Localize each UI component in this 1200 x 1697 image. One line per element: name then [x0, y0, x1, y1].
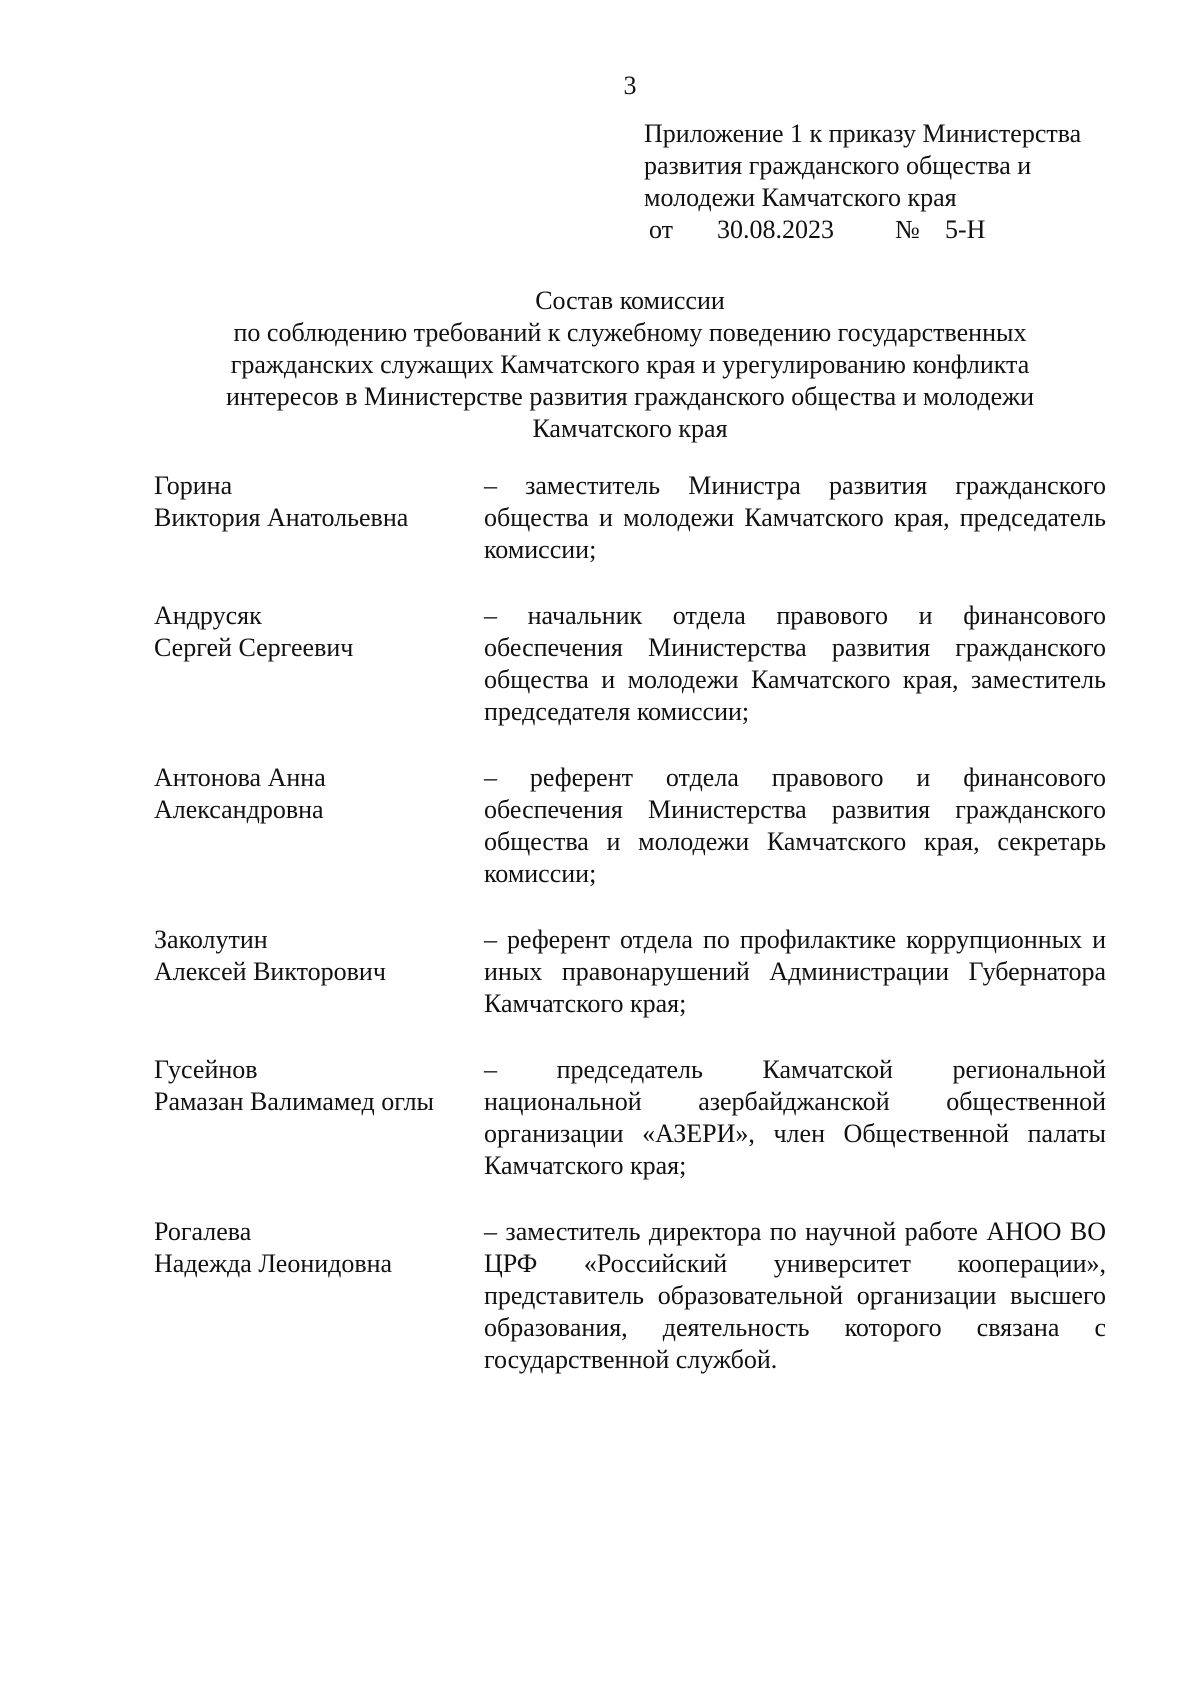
member-surname: Горина [154, 471, 233, 500]
member-entry [154, 1054, 1106, 1182]
title-line-2: по соблюдению требований к служебному поведению государственных [233, 318, 1027, 347]
title-line-4: интересов в Министерстве развития гражданского общества и молодежи [225, 382, 1035, 411]
page-number: 3 [623, 71, 637, 100]
appendix-header [644, 118, 1164, 246]
member-entry [154, 1216, 1106, 1376]
member-given-names: Виктория Анатольевна [154, 503, 409, 532]
appendix-line-3: молодежи Камчатского края [644, 183, 957, 212]
title-line-1: Состав комиссии [535, 286, 725, 315]
member-given-names: Александровна [154, 795, 324, 824]
member-surname: Андрусяк [154, 601, 262, 630]
member-surname: Антонова Анна [154, 763, 326, 792]
member-given-names: Надежда Леонидовна [154, 1249, 393, 1278]
member-name [154, 924, 484, 1020]
member-role: – заместитель Министра развития гражданского общества и молодежи Камчатского края, председатель комиссии; [484, 471, 1106, 564]
order-number-label: № [895, 215, 920, 244]
member-given-names: Алексей Викторович [154, 957, 386, 986]
member-name [154, 470, 484, 566]
member-surname: Заколутин [154, 925, 268, 954]
title-line-3: гражданских служащих Камчатского края и урегулированию конфликта [230, 350, 1030, 379]
order-reference [649, 214, 1164, 246]
order-number: 5-Н [945, 215, 986, 244]
member-surname: Рогалева [154, 1217, 252, 1246]
order-from-label: от [649, 215, 674, 244]
member-role: – референт отдела правового и финансового обеспечения Министерства развития гражданского общества и молодежи Камчатского края, секретарь комиссии; [484, 763, 1106, 888]
member-name [154, 762, 484, 890]
member-given-names: Сергей Сергеевич [154, 633, 354, 662]
members-list [154, 470, 1106, 1410]
appendix-line-2: развития гражданского общества и [644, 151, 1032, 180]
member-name [154, 1216, 484, 1376]
title-line-5: Камчатского края [532, 414, 728, 443]
appendix-line-1: Приложение 1 к приказу Министерства [644, 119, 1082, 148]
document-title [150, 285, 1110, 445]
member-role: – референт отдела по профилактике коррупционных и иных правонарушений Администрации Губернатора Камчатского края; [484, 925, 1106, 1018]
member-surname: Гусейнов [154, 1055, 258, 1084]
member-name [154, 1054, 484, 1182]
member-entry [154, 924, 1106, 1020]
member-role: – заместитель директора по научной работе АНОО ВО ЦРФ «Российский университет кооперации», представитель образовательной организации высшего образования, деятельность которого связана с государственной службой. [484, 1217, 1106, 1374]
member-role: – начальник отдела правового и финансового обеспечения Министерства развития гражданского общества и молодежи Камчатского края, заместитель председателя комиссии; [484, 601, 1106, 726]
order-date: 30.08.2023 [717, 215, 834, 244]
member-entry [154, 470, 1106, 566]
member-given-names: Рамазан Валимамед оглы [154, 1087, 435, 1116]
member-entry [154, 762, 1106, 890]
member-name [154, 600, 484, 728]
member-role: – председатель Камчатской региональной национальной азербайджанской общественной организации «АЗЕРИ», член Общественной палаты Камчатского края; [484, 1055, 1106, 1180]
member-entry [154, 600, 1106, 728]
